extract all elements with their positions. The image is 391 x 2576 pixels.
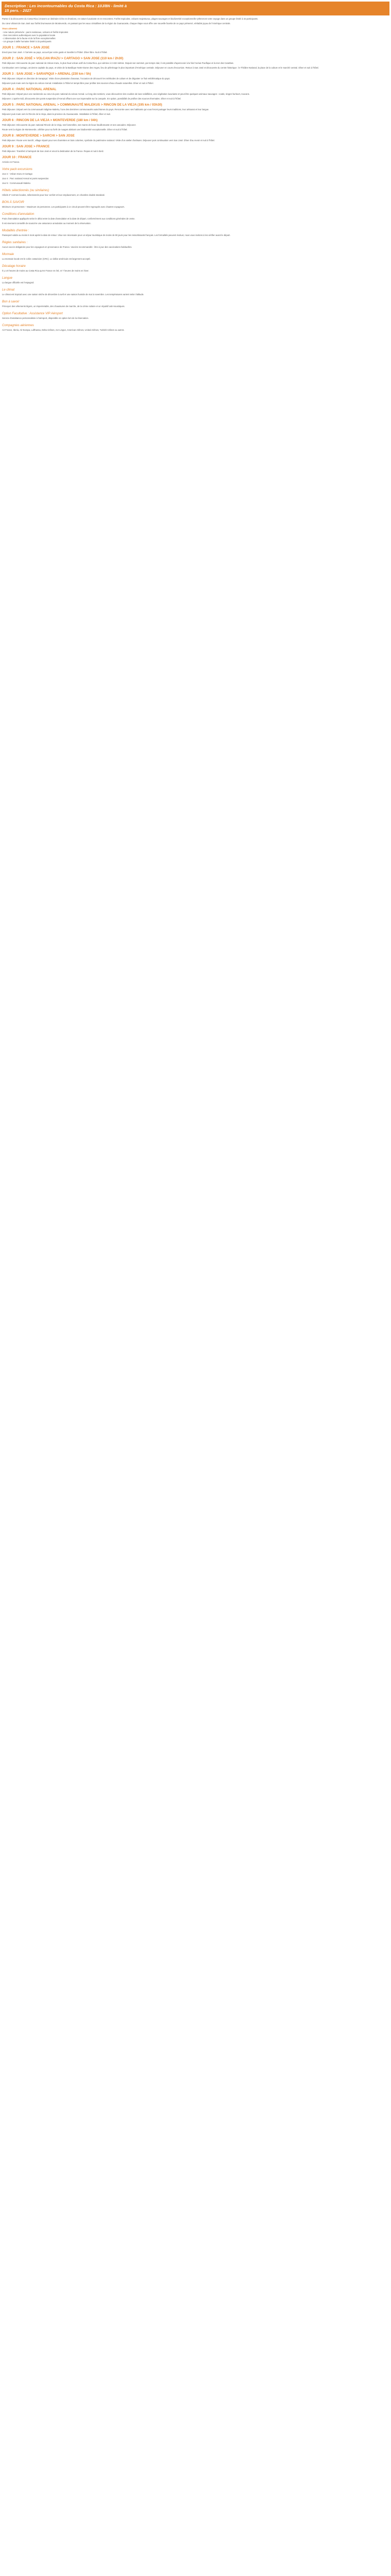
info-section	[2, 252, 389, 261]
section-heading: Votre pack excursions	[2, 168, 32, 171]
section-paragraph: Service d'assistance personnalisée à l'aéroport, disponible en option lors de la réservation.	[2, 317, 89, 319]
day-heading: JOUR 10 : FRANCE	[2, 156, 32, 159]
intro	[2, 18, 389, 25]
section-heading: Compagnies aériennes	[2, 324, 34, 327]
info-section	[2, 324, 389, 332]
section-paragraph: Jour 5 : Communauté Maleku	[2, 182, 30, 184]
intro-paragraph: Du cœur vibrant de San José aux forêts brumeuses de Monteverde, en passant par les eaux cristallines de la région du Guanacaste, chaque étape vous offre une nouvelle facette de ce pays préservé, véritable joyau de l'Amérique centrale.	[2, 22, 231, 25]
intro-paragraph: Partez à la découverte du Costa Rica à travers un itinéraire riche en émotions, en nature luxuriante et en rencontres. Forêts tropicales, volcans majestueux, plages sauvages et biodiversité exceptionnelle rythmeront votre voyage dans un groupe limité à 15 participants.	[2, 18, 258, 20]
section-paragraph: Air France, Iberia, Air Europa, Lufthansa, Delta Airlines, Aer Lingus, American Airlines, United Airlines, Turkish Airlines ou autres.	[2, 329, 125, 331]
section-paragraph: Aucun vaccin obligatoire pour les voyageurs en provenance de France. Vaccins recommandés : être à jour des vaccinations habituelles.	[2, 246, 133, 248]
day-heading: JOUR 5 : PARC NATIONAL ARENAL > COMMUNAUTÉ MALEKUS > RINCON DE LA VIEJA (195 km / 03h30)	[2, 103, 162, 107]
day-heading: JOUR 2 : SAN JOSÉ > VOLCAN IRAZU > CARTAGO > SAN JOSE (110 km / 2h30)	[2, 57, 123, 60]
day-block	[2, 118, 389, 131]
section-heading: BON À SAVOIR	[2, 201, 24, 204]
day-paragraph: Petit déjeuner. Transfert à l'aéroport de San José et envol à destination de la France. Repas et nuit à bord.	[2, 150, 104, 152]
info-section	[2, 189, 389, 197]
page-title-line-2: 15 pers. - 2027	[5, 8, 31, 13]
section-paragraph: Frais d'annulation appliqués selon le délai entre la date d'annulation et la date de départ, conformément aux conditions générales de vente.	[2, 217, 135, 220]
section-heading: Conditions d'annulation	[2, 213, 35, 216]
day-paragraph: Petit déjeuner. Départ pour une randonnée au cœur du parc national du volcan Arenal. Le long des sentiers, vous découvrirez des coulées de lave solidifiées, une végétation luxuriante et peut-être quelques animaux sauvages : coatis, singes hurleurs, toucans.	[2, 93, 250, 95]
section-heading: Le climat	[2, 289, 15, 292]
section-paragraph: Prévoyez des vêtements légers, un imperméable, des chaussures de marche, de la crème solaire et un répulsif anti-moustiques.	[2, 305, 125, 308]
info-section	[2, 241, 389, 249]
info-section	[2, 300, 389, 308]
day-paragraph: Petit déjeuner. Découverte du parc national du Volcan Irazu, le plus haut volcan actif du Costa Rica, qui culmine à 3 432 mètres. Depuis son sommet, par temps clair, il est possible d'apercevoir à la fois l'océan Pacifique et la mer des Caraïbes.	[2, 62, 234, 64]
day-paragraph: Déjeuner. L'après-midi, découverte des ponts suspendus d'Arenal offrant une vue imprenable sur la canopée. En option, possibilité de profiter des sources thermales. Dîner et nuit à l'hôtel.	[2, 97, 182, 100]
section-paragraph: Jour 4 : Parc national Arenal et ponts suspendus	[2, 177, 49, 180]
info-section	[2, 276, 389, 284]
day-block	[2, 57, 389, 70]
section-heading: Option Facultative : Assistance VIP Aéroport	[2, 312, 63, 315]
section-paragraph: Hôtels 3* normes locales, sélectionnés pour leur confort et leur emplacement, en chambre double standard.	[2, 194, 105, 196]
day-paragraph: Arrivée en France.	[2, 161, 20, 163]
day-block	[2, 88, 389, 100]
info-section	[2, 229, 389, 237]
title-bar	[2, 2, 389, 15]
day-heading: JOUR 3 : SAN JOSE > SARAPIQUI > ARENAL (230 km / 5h)	[2, 72, 91, 76]
day-block	[2, 156, 389, 164]
day-paragraph: Petit déjeuner. Départ vers la communauté indigène Maleku, l'une des dernières communautés autochtones du pays. Rencontre avec ses habitants qui vous feront partager leurs traditions, leur artisanat et leur langue.	[2, 108, 209, 111]
highlight-item: - L'observation de la faune et de la flore exceptionnelles	[2, 37, 56, 40]
day-paragraph: Continuation vers Cartago, ancienne capitale du pays, et visite de la Basilique Notre-Dame des Anges, lieu de pèlerinage le plus important d'Amérique centrale. Déjeuner en cours d'excursion. Retour à San José et découverte du centre historique : le Théâtre National, la place de la culture et le marché central. Dîner et nuit à l'hôtel.	[2, 66, 319, 69]
day-paragraph: Petit déjeuner. Départ en direction de Sarapiquí. Visite d'une plantation d'ananas, l'occasion de découvrir les méthodes de culture et de déguster ce fruit emblématique du pays.	[2, 77, 170, 80]
day-heading: JOUR 6 : RINCON DE LA VIEJA > MONTEVERDE (180 km / 04h)	[2, 118, 98, 122]
section-heading: Monnaie	[2, 253, 14, 256]
info-section	[2, 200, 389, 209]
day-heading: JOUR 9 : SAN JOSE > FRANCE	[2, 145, 50, 148]
day-heading: JOUR 4 : PARC NATIONAL ARENAL	[2, 88, 57, 91]
section-heading: Modalités d'entrée :	[2, 229, 29, 232]
highlight-item: - Un groupe à taille humaine limité à 15 participants	[2, 40, 52, 43]
highlights-list	[2, 31, 389, 43]
highlight-item: - Une nature préservée : parcs nationaux, volcans et forêts tropicales	[2, 31, 69, 33]
info-section	[2, 312, 389, 320]
day-block	[2, 72, 389, 85]
document-body	[0, 18, 391, 337]
day-paragraph: Petit déjeuner. Découverte du parc national Rincón de la Vieja, ses fumerolles, ses mares de boue bouillonnante et ses cascades. Déjeuner.	[2, 124, 136, 126]
page	[0, 2, 391, 337]
info-section	[2, 264, 389, 273]
day-heading: JOUR 8 : MONTEVERDE > SARCHI > SAN JOSE	[2, 134, 75, 138]
section-paragraph: Jour 2 : Volcan Irazu et Cartago	[2, 173, 32, 175]
section-paragraph: Il y a 8 heures de moins au Costa Rica qu'en France en été, et 7 heures de moins en hiver.	[2, 269, 89, 272]
day-block	[2, 134, 389, 142]
day-paragraph: Déjeuner puis route vers la région du volcan Arenal. Installation à l'hôtel et temps libre pour profiter des sources d'eau chaude naturelles. Dîner et nuit à l'hôtel.	[2, 82, 154, 84]
day-paragraph: Petit déjeuner. Route vers Sarchí, village réputé pour ses charrettes en bois colorées, symbole du patrimoine national. Visite d'un atelier d'artisans. Déjeuner puis continuation vers San José. Dîner d'au revoir et nuit à l'hôtel.	[2, 139, 215, 142]
section-paragraph: Le climat est tropical avec une saison sèche de décembre à avril et une saison humide de mai à novembre. Les températures varient selon l'altitude.	[2, 293, 144, 296]
day-paragraph: Envol pour San José. À l'arrivée au pays, accueil par votre guide et transfert à l'hôtel. Dîner libre. Nuit à l'hôtel.	[2, 51, 108, 54]
section-paragraph: La langue officielle est l'espagnol.	[2, 281, 35, 284]
section-heading: Langue	[2, 277, 13, 280]
practical-info	[2, 167, 389, 332]
section-paragraph: Passeport valide au moins 6 mois après la date de retour. Visa non nécessaire pour un séjour touristique de moins de 90 jours pour les ressortissants français. Les formalités peuvent évoluer, nous vous invitons à les vérifier avant le départ.	[2, 234, 231, 236]
page-title-line-1: Description : Les incontournables du Costa Rica : 10J/8N - limité à	[5, 4, 127, 8]
section-paragraph: Minimum 10 personnes – Maximum 15 personnes. Les participants à ce circuit peuvent être regroupés avec d'autres voyageurs.	[2, 206, 125, 208]
day-block	[2, 103, 389, 116]
section-paragraph: Il est vivement conseillé de souscrire une assurance annulation au moment de la réservation.	[2, 222, 91, 225]
info-section	[2, 288, 389, 296]
section-heading: Décalage horaire	[2, 265, 26, 268]
day-paragraph: Route vers la région de Monteverde, célèbre pour sa forêt de nuages abritant une biodiversité exceptionnelle. Dîner et nuit à l'hôtel.	[2, 128, 128, 131]
day-heading: JOUR 1 : FRANCE > SAN JOSE	[2, 46, 50, 49]
section-heading: Bon à savoir	[2, 300, 20, 303]
info-section	[2, 167, 389, 185]
highlights-heading: Vous aimerez	[2, 27, 18, 30]
section-heading: Hôtels sélectionnés (ou similaires)	[2, 189, 50, 192]
section-heading: Règles sanitaires :	[2, 241, 28, 244]
section-paragraph: La monnaie locale est le colón costaricien (CRC). Le dollar américain est largement accepté.	[2, 258, 91, 260]
itinerary	[2, 46, 389, 164]
info-section	[2, 212, 389, 225]
highlight-item: - Des rencontres authentiques avec la population locale	[2, 34, 56, 37]
day-block	[2, 46, 389, 54]
day-block	[2, 145, 389, 153]
day-paragraph: Déjeuner puis route vers le Rincón de la Vieja, dans la province du Guanacaste. Installation à l'hôtel, dîner et nuit.	[2, 113, 111, 115]
